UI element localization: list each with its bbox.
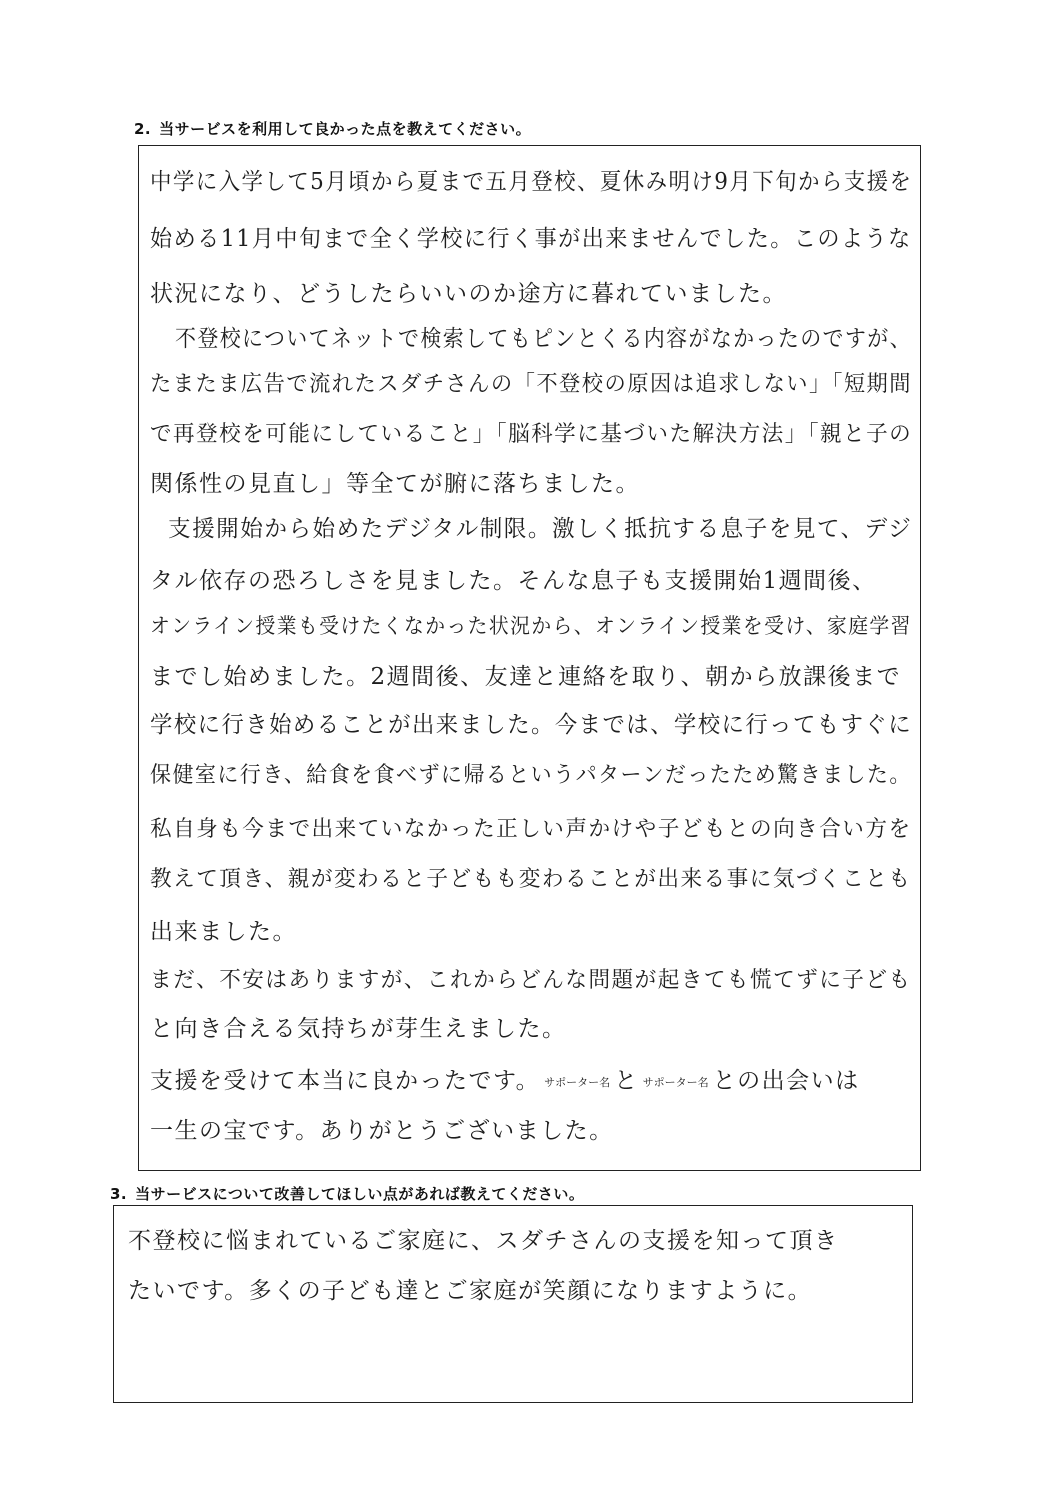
answer-2-line-with-supporters [150,1062,860,1095]
answer-3-line: 不登校に悩まれているご家庭に、スダチさんの支援を知って頂き [128,1228,839,1254]
answer-2-line: 出来ました。 [150,919,297,945]
answer-3-line: たいです。多くの子ども達とご家庭が笑顔になりますように。 [128,1278,813,1304]
answer-2-line: 中学に入学して5月頃から夏まで五月登校、夏休み明け9月下旬から支援を [150,169,913,195]
question-2-title [134,118,531,139]
answer-2-line: 支援開始から始めたデジタル制限。激しく抵抗する息子を見て、デジ [168,516,913,542]
answer-2-line: 一生の宝です。ありがとうございました。 [150,1118,614,1144]
question-2-number: 2. [134,120,152,138]
answer-2-line: 私自身も今まで出来ていなかった正しい声かけや子どもとの向き合い方を [150,817,912,842]
supporter-name-label: サポーター名 [642,1076,709,1089]
answer-2-line: タル依存の恐ろしさを見ました。そんな息子も支援開始1週間後、 [150,568,877,594]
question-2-text: 当サービスを利用して良かった点を教えてください。 [159,120,532,138]
answer-2-line: と向き合える気持ちが芽生えました。 [150,1016,567,1042]
answer-2-text-segment: 支援を受けて本当に良かったです。 [150,1068,541,1094]
answer-2-line: 関係性の見直し」等全てが腑に落ちました。 [150,471,640,497]
answer-2-line: までし始めました。2週間後、友達と連絡を取り、朝から放課後まで [150,664,902,690]
answer-2-line: 状況になり、どうしたらいいのか途方に暮れていました。 [150,281,787,307]
supporter-name-label: サポーター名 [544,1076,611,1089]
answer-2-line: たまたま広告で流れたスダチさんの「不登校の原因は追求しない」「短期間 [150,372,913,397]
answer-2-line: 保健室に行き、給食を食べずに帰るというパターンだったため驚きました。 [150,763,912,788]
answer-2-line: 始める11月中旬まで全く学校に行く事が出来ませんでした。このような [150,226,912,252]
answer-2-line: 学校に行き始めることが出来ました。今までは、学校に行ってもすぐに [150,712,913,738]
answer-2-line: 不登校についてネットで検索してもピンとくる内容がなかったのですが、 [175,326,912,352]
question-3-title [110,1183,584,1204]
answer-2-line: 教えて頂き、親が変わると子どもも変わることが出来る事に気づくことも [150,867,912,892]
answer-2-line: オンライン授業も受けたくなかった状況から、オンライン授業を受け、家庭学習 [150,614,912,638]
answer-2-line: まだ、不安はありますが、これからどんな問題が起きても慌てずに子ども [150,968,912,993]
question-3-text: 当サービスについて改善してほしい点があれば教えてください。 [135,1185,585,1203]
answer-2-text-segment: との出会いは [712,1068,860,1094]
answer-2-text-segment: と [614,1068,639,1094]
question-3-number: 3. [110,1185,128,1203]
answer-2-line: で再登校を可能にしていること」「脳科学に基づいた解決方法」「親と子の [150,422,913,447]
